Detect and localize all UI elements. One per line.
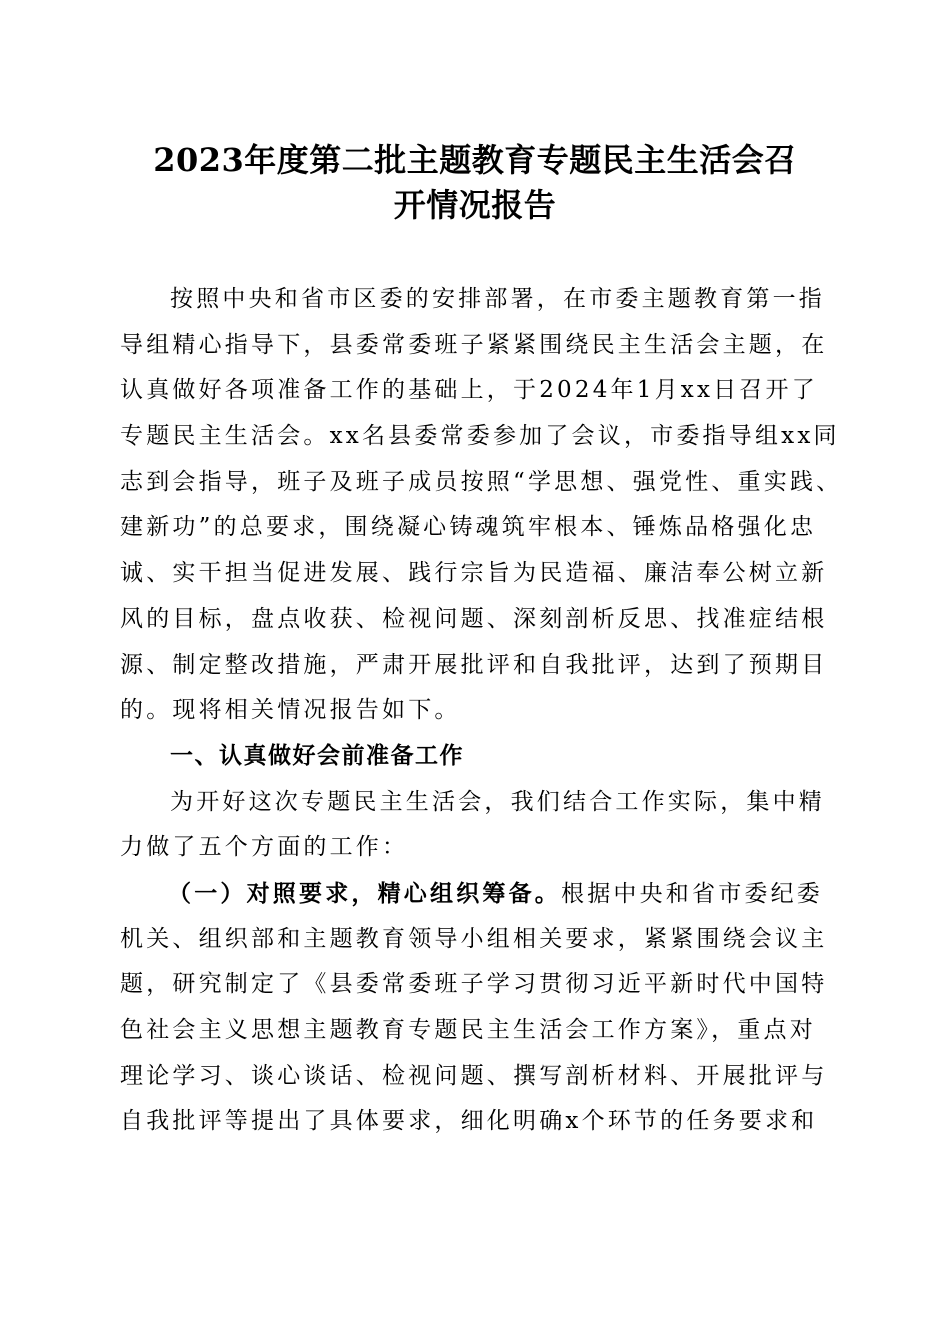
- paragraph-line: 源、制定整改措施，严肃开展批评和自我批评，达到了预期目: [120, 651, 828, 678]
- paragraph-line: 按照中央和省市区委的安排部署，在市委主题教育第一指: [170, 286, 825, 312]
- paragraph-line: 认真做好各项准备工作的基础上，于2024年1月xx日召开了: [120, 377, 818, 404]
- title-line-1: 2023年度第二批主题教育专题民主生活会召: [153, 141, 797, 179]
- paragraph-line: 力做了五个方面的工作：: [120, 834, 409, 861]
- paragraph-line: 色社会主义思想主题教育专题民主生活会工作方案》，重点对: [120, 1017, 816, 1043]
- section-heading: 一、认真做好会前准备工作: [170, 742, 464, 769]
- paragraph-line: 志到会指导，班子及班子成员按照“学思想、强党性、重实践、: [120, 468, 843, 495]
- paragraph-line: 为开好这次专题民主生活会，我们结合工作实际，集中精: [170, 788, 825, 815]
- title-line-2: 开情况报告: [393, 186, 557, 224]
- paragraph-line: 导组精心指导下，县委常委班子紧紧围绕民主生活会主题，在: [120, 331, 828, 358]
- paragraph-line: 机关、组织部和主题教育领导小组相关要求，紧紧围绕会议主: [120, 925, 828, 952]
- subsection-heading: （一）对照要求，精心组织筹备。: [168, 879, 561, 907]
- paragraph-line: 诚、实干担当促进发展、践行宗旨为民造福、廉洁奉公树立新: [120, 560, 828, 587]
- paragraph-line: 理论学习、谈心谈话、检视问题、撰写剖析材料、开展批评与: [120, 1062, 828, 1089]
- paragraph-line: [120, 871, 832, 917]
- paragraph-line: 的。现将相关情况报告如下。: [120, 697, 461, 724]
- paragraph-line: 题，研究制定了《县委常委班子学习贯彻习近平新时代中国特: [120, 971, 828, 998]
- document-title: [120, 138, 830, 228]
- paragraph-line: 风的目标，盘点收获、检视问题、深刻剖析反思、找准症结根: [120, 605, 828, 632]
- document-body: [120, 277, 843, 1145]
- subsection-text: 根据中央和省市委纪委: [561, 880, 823, 907]
- paragraph-line: 专题民主生活会。xx名县委常委参加了会议，市委指导组xx同: [120, 423, 840, 450]
- paragraph-line: 建新功”的总要求，围绕凝心铸魂筑牢根本、锤炼品格强化忠: [120, 514, 817, 541]
- paragraph-line: 自我批评等提出了具体要求，细化明确x个环节的任务要求和: [120, 1108, 818, 1135]
